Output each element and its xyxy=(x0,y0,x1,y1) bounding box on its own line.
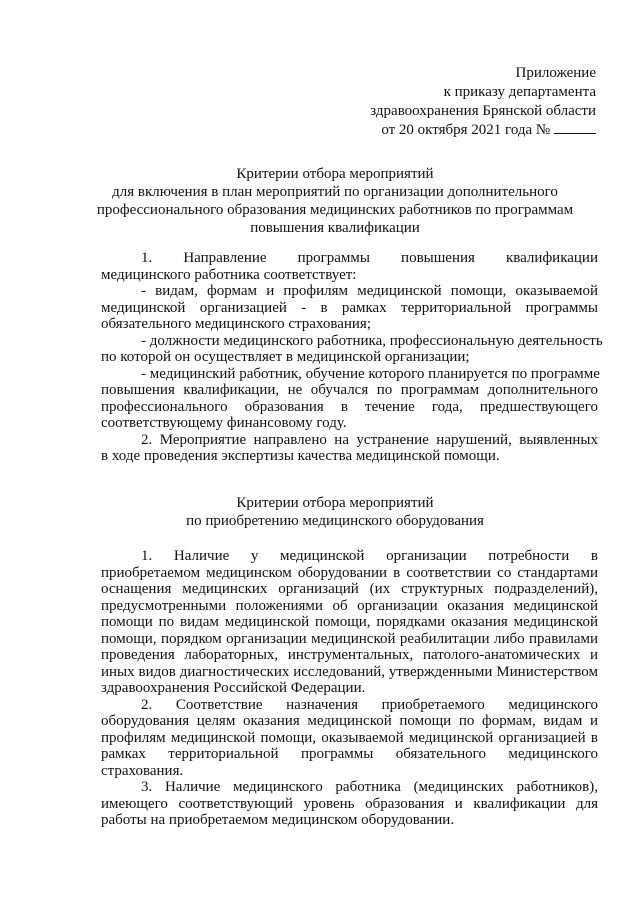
body-line: проведения лабораторных, инструментальных, патолого-анатомических и xyxy=(101,647,598,663)
section1-heading xyxy=(70,165,600,237)
body-line: - видам, формам и профилям медицинской помощи, оказываемой xyxy=(141,283,598,299)
body-line: 1. Наличие у медицинской организации потребности в xyxy=(141,548,598,564)
section2-title-line: Критерии отбора мероприятий xyxy=(236,495,434,511)
body-line: 1. Направление программы повышения квалификации xyxy=(141,250,598,266)
section1-title-line: для включения в план мероприятий по организации дополнительного xyxy=(112,184,558,200)
appendix-date: от 20 октября 2021 года № xyxy=(381,122,551,138)
body-line: - медицинский работник, обучение которого планируется по программе xyxy=(141,365,600,382)
body-line: имеющего соответствующий уровень образования и квалификации для xyxy=(101,795,598,812)
body-line: оборудования целям оказания медицинской помощи по формам, видам и xyxy=(101,713,598,729)
appendix-header xyxy=(370,64,596,140)
section1-body xyxy=(101,250,603,465)
body-line: повышения квалификации, не обучался по программам дополнительного xyxy=(101,382,598,398)
body-line: профессионального образования в течение года, предшествующего xyxy=(101,398,598,415)
section2-title-line: по приобретению медицинского оборудования xyxy=(186,513,484,529)
appendix-date-line xyxy=(370,121,596,140)
section2-heading xyxy=(70,494,600,530)
body-line: 2. Соответствие назначения приобретаемого медицинского xyxy=(141,696,598,713)
section1-title-line: Критерии отбора мероприятий xyxy=(236,166,434,182)
body-line: 2. Мероприятие направлено на устранение нарушений, выявленных xyxy=(141,431,598,448)
section1-title-line: повышения квалификации xyxy=(250,220,420,236)
body-line: приобретаемом медицинском оборудовании в соответствии со стандартами xyxy=(101,564,598,581)
appendix-order: к приказу департамента xyxy=(443,84,596,100)
appendix-department: здравоохранения Брянской области xyxy=(370,103,596,119)
body-line: профилям медицинской помощи, оказываемой медицинской организацией в xyxy=(101,729,598,746)
order-number-blank xyxy=(554,121,596,134)
appendix-title: Приложение xyxy=(515,65,596,81)
body-line: по которой он осуществляет в медицинской организации; xyxy=(101,349,470,365)
body-line: страхования. xyxy=(101,762,184,779)
body-line: медицинской организацией - в рамках территориальной программы xyxy=(101,299,598,316)
body-line: - должности медицинского работника, профессиональную деятельность xyxy=(141,332,603,349)
section2-body xyxy=(101,548,598,829)
section1-title-line: профессионального образования медицинских работников по программам xyxy=(96,202,574,218)
body-line: в ходе проведения экспертизы качества медицинской помощи. xyxy=(101,448,500,464)
body-line: здравоохранения Российской Федерации. xyxy=(101,680,366,696)
body-line: иных видов диагностических исследований, утвержденными Министерством xyxy=(101,663,598,680)
body-line: оснащения медицинских организаций (их структурных подразделений), xyxy=(101,581,598,597)
body-line: рамках территориальной программы обязательного медицинского xyxy=(101,746,598,762)
body-line: соответствующему финансовому году. xyxy=(101,415,347,431)
body-line: обязательного медицинского страхования; xyxy=(101,316,371,332)
body-line: 3. Наличие медицинского работника (медицинских работников), xyxy=(141,779,598,795)
body-line: помощи по видам медицинской помощи, порядками оказания медицинской xyxy=(101,614,598,630)
body-line: предусмотренными положениями об организации оказания медицинской xyxy=(101,597,598,614)
body-line: работы на приобретаемом медицинском оборудовании. xyxy=(101,812,455,828)
body-line: медицинского работника соответствует: xyxy=(101,266,357,283)
body-line: помощи, порядком организации медицинской реабилитации либо правилами xyxy=(101,630,598,647)
